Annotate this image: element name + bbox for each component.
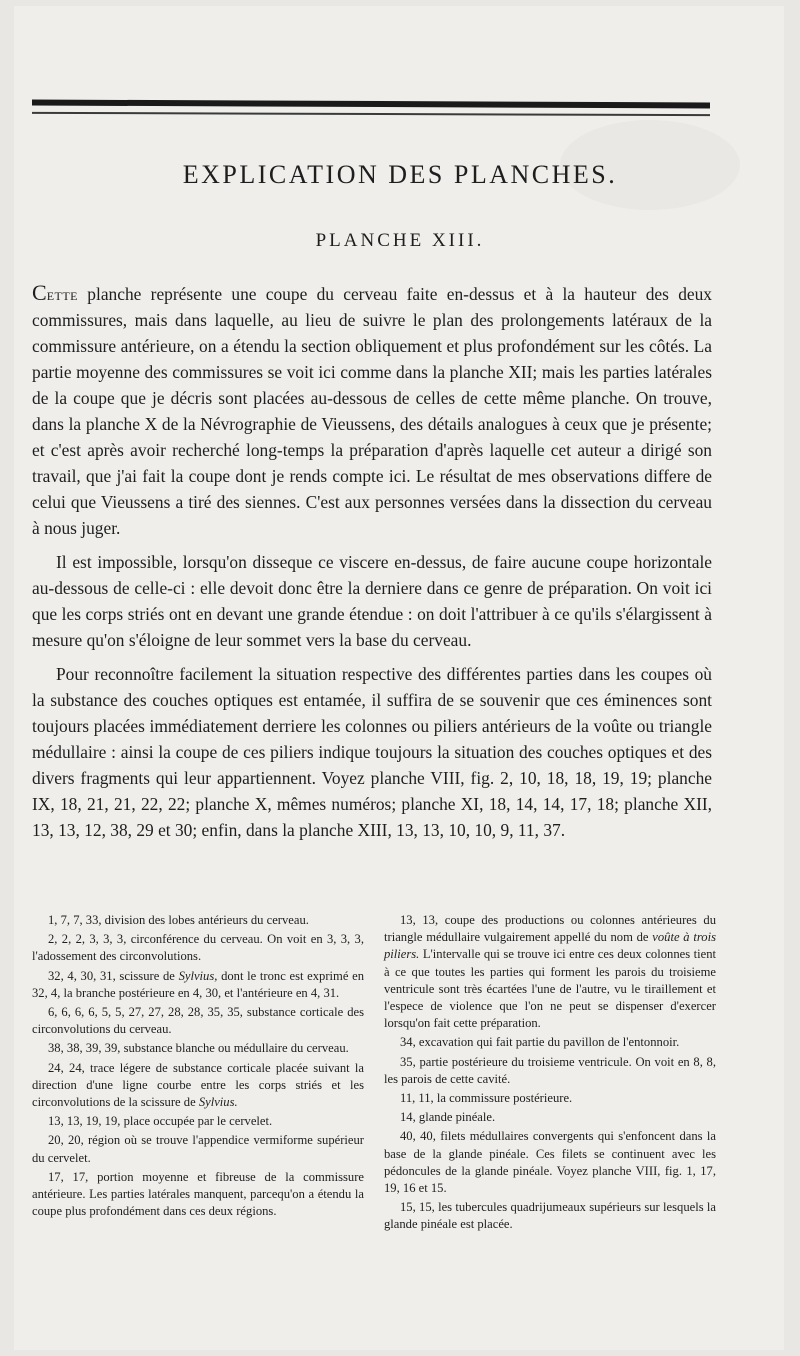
legend-item (384, 1034, 716, 1051)
legend-text: région où se trouve l'appendice vermiforme supérieur du cervelet. (32, 1133, 364, 1165)
legend-numbers: 13, 13, 19, 19, (48, 1114, 121, 1129)
plate-heading: PLANCHE XIII. (315, 230, 485, 251)
legend-item (32, 1113, 364, 1130)
paragraph-2: Il est impossible, lorsqu'on disseque ce viscere en-dessus, de faire aucune coupe horizontale au-dessous de celle-ci : elle devoit donc être la derniere dans ce genre de préparation. On voit ici que les corps striés ont en devant une grande étendue : on doit l'attribuer à ce qu'ils s'élargissent à mesure qu'on s'éloigne de leur sommet vers la base du cerveau. (32, 552, 712, 650)
legend-item (384, 1090, 716, 1107)
legend-text: excavation qui fait partie du pavillon de l'entonnoir. (415, 1035, 680, 1050)
paragraph-3: Pour reconnoître facilement la situation respective des différentes parties dans les coupes où la substance des couches optiques est entamée, il suffira de se souvenir que ces éminences sont toujours placées immédiatement derriere les colonnes ou piliers antérieurs de la voûte ou triangle médullaire : ainsi la coupe de ces piliers indique toujours la situation des couches optiques et des divers fragments qui leur appartiennent. Voyez planche VIII, fig. 2, 10, 18, 18, 19, 19; planche IX, 18, 21, 21, 22, 22; planche X, mêmes numéros; planche XI, 18, 14, 14, 17, 18; planche XII, 13, 13, 12, 38, 29 et 30; enfin, dans la planche XIII, 13, 13, 10, 10, 9, 11, 37. (32, 664, 712, 840)
legend-text: place occupée par le cervelet. (120, 1114, 273, 1129)
legend-italic: Sylvius, (178, 968, 218, 983)
legend-text: substance blanche ou médullaire du cerveau. (120, 1041, 349, 1056)
legend-text: filets médullaires convergents qui s'enfoncent dans la base de la glande pinéale. Ces filets se continuent avec les pédoncules de la glande pinéale. Voyez planche VIII, fig. 1, 17, 19, 16 et 15. (384, 1129, 716, 1196)
legend-item (384, 1109, 716, 1126)
legend-numbers: 2, 2, 2, 3, 3, 3, (48, 932, 127, 947)
legend-text: les tubercules quadrijumeaux supérieurs sur lesquels la glande pinéale est placée. (384, 1200, 716, 1232)
legend-italic: voûte à trois piliers. (384, 930, 716, 962)
legend-text: portion moyenne et fibreuse de la commissure antérieure. Les parties latérales manquent, parcequ'on a étendu la coupe plus profondément dans ces deux régions. (32, 1169, 364, 1219)
legend-columns (32, 912, 716, 1236)
legend-text: circonférence du cerveau. On voit en 3, 3, 3, l'adossement des circonvolutions. (32, 932, 364, 964)
legend-item (32, 1169, 364, 1221)
intro-smallcaps: ette (46, 284, 79, 304)
legend-item (32, 1060, 364, 1112)
legend-text: coupe des productions ou colonnes antérieures du triangle médullaire vulgairement appellé du nom de (384, 913, 716, 945)
legend-numbers: 11, 11, (400, 1091, 434, 1106)
legend-text: dont le tronc est exprimé en 32, 4, la branche postérieure en 4, 30, et l'antérieure en 4, 31. (32, 968, 364, 1000)
legend-text: L'intervalle qui se trouve ici entre ces deux colonnes tient à ce que toutes les parties qui forment les parois du troisieme ventricule sont très écartées l'une de l'autre, vu le tiraillement et l'espece de violence que l'on ne peut se dispenser d'exercer lorsqu'on fait cette préparation. (384, 947, 716, 1031)
intro-text: planche représente une coupe du cerveau faite en-dessus et à la hauteur des deux commissures, mais dans laquelle, au lieu de suivre le plan des prolongements latéraux de la commissure antérieure, on a étendu la section obliquement et plus profondément sur les côtés. La partie moyenne des commissures se voit ici comme dans la planche XII; mais les parties latérales de la coupe que je décris sont placées au-dessous de celles de cette même planche. On trouve, dans la planche X de la Névrographie de Vieussens, des détails analogues à ceux que je présente; et c'est après avoir recherché long-temps la préparation d'après laquelle cet auteur a dirigé son travail, que j'ai fait la coupe dont je rends compte ici. Le résultat de mes observations differe de celui que Vieussens a tiré des siennes. C'est aux personnes versées dans la dissection du cerveau à nous juger. (32, 284, 712, 538)
legend-numbers: 1, 7, 7, 33, (48, 913, 102, 927)
legend-numbers: 15, 15, (400, 1200, 435, 1215)
drop-cap: C (32, 280, 47, 305)
legend-text: partie postérieure du troisieme ventricule. On voit en 8, 8, les parois de cette cavité. (384, 1054, 716, 1086)
legend-item (384, 1054, 716, 1088)
legend-text: la commissure postérieure. (433, 1091, 573, 1106)
legend-numbers: 35, (400, 1054, 416, 1069)
legend-item (384, 912, 716, 1032)
legend-text: scissure de (115, 968, 179, 983)
legend-item (32, 1040, 364, 1057)
legend-item (32, 1004, 364, 1038)
legend-numbers: 24, 24, (48, 1060, 85, 1075)
legend-item (32, 912, 364, 929)
legend-text: substance corticale des circonvolutions du cerveau. (32, 1005, 364, 1037)
legend-numbers: 13, 13, (400, 913, 439, 927)
legend-italic: Sylvius. (198, 1095, 238, 1110)
legend-text: glande pinéale. (415, 1110, 496, 1125)
legend-numbers: 17, 17, (48, 1169, 89, 1184)
legend-item (384, 1199, 716, 1233)
legend-numbers: 20, 20, (48, 1133, 84, 1148)
legend-text: trace légere de substance corticale placée suivant la direction d'une ligne courbe entre les corps striés et les circonvolutions de la scissure de (32, 1060, 364, 1110)
legend-item (32, 1132, 364, 1166)
legend-numbers: 34, (400, 1035, 416, 1050)
legend-numbers: 14, (400, 1110, 416, 1125)
legend-item (32, 968, 364, 1002)
legend-numbers: 6, 6, 6, 6, 5, 5, 27, 27, 28, 28, 35, 35, (48, 1005, 243, 1020)
page-title: EXPLICATION DES PLANCHES. (182, 160, 618, 189)
legend-item (32, 931, 364, 965)
legend-numbers: 40, 40, (400, 1129, 436, 1144)
legend-numbers: 32, 4, 30, 31, (48, 968, 116, 983)
legend-numbers: 38, 38, 39, 39, (48, 1041, 121, 1056)
intro-paragraph (32, 280, 712, 541)
main-text (32, 280, 712, 843)
legend-text: division des lobes antérieurs du cerveau. (101, 913, 309, 927)
legend-right-column (384, 912, 716, 1236)
legend-item (384, 1128, 716, 1197)
legend-left-column (32, 912, 364, 1236)
